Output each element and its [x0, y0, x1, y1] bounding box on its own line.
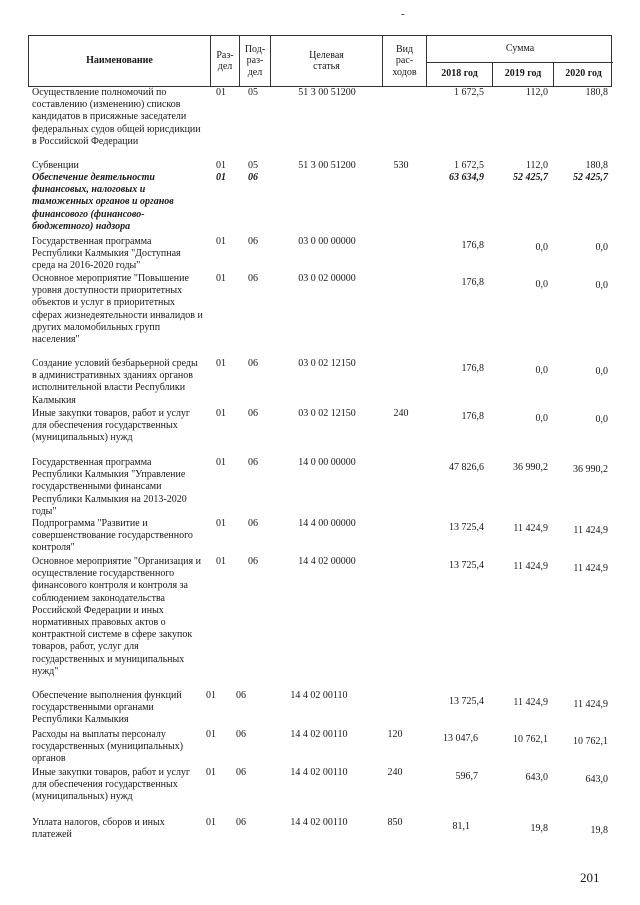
row-sum-2019: 19,8	[530, 823, 548, 834]
row-sum-2018: 13 725,4	[449, 560, 484, 571]
header-vid-rashodov: Вид рас- ходов	[383, 36, 427, 86]
row-sum-2020: 0,0	[595, 242, 608, 253]
row-podrazdel: 06	[236, 767, 246, 778]
row-celevaya: 14 4 02 00110	[290, 690, 348, 701]
row-celevaya: 51 3 00 51200	[298, 160, 356, 171]
header-podrazdel: Под- раз- дел	[240, 36, 271, 86]
row-razdel: 01	[216, 87, 226, 98]
row-razdel: 01	[216, 408, 226, 419]
row-razdel: 01	[216, 518, 226, 529]
row-razdel: 01	[206, 729, 216, 740]
row-name: Подпрограмма "Развитие и совершенствование государственного контроля"	[32, 518, 193, 554]
header-year-2018: 2018 год	[427, 62, 493, 86]
row-vid: 850	[387, 817, 403, 828]
top-mark: -	[401, 8, 405, 20]
row-celevaya: 03 0 02 12150	[298, 358, 356, 369]
row-name: Создание условий безбарьерной среды в административных зданиях органов исполнительной власти Республики Калмыкия	[32, 358, 198, 406]
row-name: Субвенции	[32, 160, 79, 171]
row-celevaya: 51 3 00 51200	[298, 87, 356, 98]
header-celevaya-statya: Целевая статья	[271, 36, 383, 86]
row-sum-2019: 0,0	[535, 413, 548, 424]
row-name: Обеспечение выполнения функций государственными органами Республики Калмыкия	[32, 690, 182, 726]
row-sum-2019: 643,0	[525, 772, 548, 783]
row-podrazdel: 06	[248, 457, 258, 468]
row-name: Обеспечение деятельности финансовых, налоговых и таможенных органов и органов финансового (финансово-бюджетного) надзора	[32, 172, 174, 232]
row-name: Иные закупки товаров, работ и услуг для обеспечения государственных (муниципальных) нужд	[32, 408, 191, 444]
header-year-2020: 2020 год	[565, 68, 602, 80]
row-name: Осуществление полномочий по составлению (изменению) списков кандидатов в присяжные заседатели федеральных судов общей юрисдикции в Российской Федерации	[32, 87, 201, 147]
row-sum-2018: 13 725,4	[449, 522, 484, 533]
row-sum-2019: 11 424,9	[513, 697, 548, 708]
row-name: Уплата налогов, сборов и иных платежей	[32, 817, 165, 841]
row-razdel: 01	[206, 767, 216, 778]
row-sum-2020: 180,8	[585, 87, 608, 98]
row-sum-2020: 52 425,7	[573, 172, 608, 183]
row-sum-2019: 36 990,2	[513, 462, 548, 473]
row-celevaya: 14 4 02 00000	[298, 556, 356, 567]
row-sum-2019: 10 762,1	[513, 734, 548, 745]
row-sum-2018: 1 672,5	[454, 160, 484, 171]
row-razdel: 01	[216, 457, 226, 468]
row-name: Иные закупки товаров, работ и услуг для обеспечения государственных (муниципальных) нужд	[32, 767, 191, 803]
row-sum-2018: 1 672,5	[454, 87, 484, 98]
row-sum-2020: 36 990,2	[573, 464, 608, 475]
row-sum-2020: 180,8	[585, 160, 608, 171]
row-vid: 530	[393, 160, 409, 171]
row-sum-2018: 176,8	[461, 411, 484, 422]
row-sum-2020: 643,0	[585, 774, 608, 785]
row-razdel: 01	[216, 273, 226, 284]
row-razdel: 01	[206, 817, 216, 828]
row-sum-2020: 10 762,1	[573, 736, 608, 747]
row-podrazdel: 06	[248, 408, 258, 419]
row-sum-2020: 11 424,9	[573, 563, 608, 574]
row-sum-2019: 112,0	[525, 87, 548, 98]
row-razdel: 01	[216, 172, 226, 183]
row-podrazdel: 05	[248, 87, 258, 98]
row-sum-2019: 0,0	[535, 279, 548, 290]
row-celevaya: 14 4 02 00110	[290, 767, 348, 778]
row-celevaya: 14 0 00 00000	[298, 457, 356, 468]
row-razdel: 01	[216, 556, 226, 567]
row-sum-2018: 596,7	[455, 771, 478, 782]
row-podrazdel: 06	[248, 358, 258, 369]
row-celevaya: 03 0 00 00000	[298, 236, 356, 247]
row-sum-2019: 52 425,7	[513, 172, 548, 183]
row-sum-2018: 63 634,9	[449, 172, 484, 183]
row-sum-2018: 176,8	[461, 363, 484, 374]
row-vid: 240	[393, 408, 409, 419]
row-podrazdel: 06	[248, 236, 258, 247]
header-name: Наименование	[29, 36, 211, 86]
row-name: Расходы на выплаты персоналу государственных (муниципальных) органов	[32, 729, 184, 765]
row-sum-2018: 47 826,6	[449, 462, 484, 473]
row-sum-2020: 11 424,9	[573, 525, 608, 536]
row-podrazdel: 06	[236, 817, 246, 828]
row-podrazdel: 06	[248, 556, 258, 567]
row-podrazdel: 06	[236, 729, 246, 740]
row-sum-2019: 0,0	[535, 242, 548, 253]
row-name: Государственная программа Республики Калмыкия "Доступная среда на 2016-2020 годы"	[32, 236, 181, 272]
row-sum-2020: 11 424,9	[573, 699, 608, 710]
page-number: 201	[580, 870, 600, 885]
row-razdel: 01	[216, 236, 226, 247]
header-summa: Сумма	[427, 36, 613, 63]
row-sum-2018: 176,8	[461, 240, 484, 251]
row-sum-2018: 176,8	[461, 277, 484, 288]
row-sum-2020: 19,8	[590, 825, 608, 836]
row-sum-2019: 112,0	[525, 160, 548, 171]
row-sum-2020: 0,0	[595, 280, 608, 291]
row-name: Государственная программа Республики Калмыкия "Управление государственными финансами Республики Калмыкия на 2013-2020 годы"	[32, 457, 187, 517]
row-vid: 120	[387, 729, 403, 740]
row-celevaya: 14 4 02 00110	[290, 817, 348, 828]
header-razdel: Раз- дел	[211, 36, 240, 86]
row-vid: 240	[387, 767, 403, 778]
row-sum-2019: 11 424,9	[513, 523, 548, 534]
row-sum-2018: 13 725,4	[449, 696, 484, 707]
row-podrazdel: 05	[248, 160, 258, 171]
row-celevaya: 03 0 02 12150	[298, 408, 356, 419]
row-name: Основное мероприятие "Повышение уровня доступности приоритетных объектов и услуг в приоритетных сферах жизнедеятельности инвалидов и других маломобильных групп населения"	[32, 273, 203, 346]
row-podrazdel: 06	[236, 690, 246, 701]
row-razdel: 01	[216, 358, 226, 369]
row-celevaya: 14 4 00 00000	[298, 518, 356, 529]
row-sum-2018: 13 047,6	[443, 733, 478, 744]
row-sum-2020: 0,0	[595, 414, 608, 425]
header-year-2019: 2019 год	[493, 62, 554, 86]
row-celevaya: 14 4 02 00110	[290, 729, 348, 740]
row-sum-2018: 81,1	[452, 821, 470, 832]
row-razdel: 01	[216, 160, 226, 171]
row-sum-2020: 0,0	[595, 366, 608, 377]
row-sum-2019: 0,0	[535, 365, 548, 376]
row-podrazdel: 06	[248, 273, 258, 284]
row-razdel: 01	[206, 690, 216, 701]
row-sum-2019: 11 424,9	[513, 561, 548, 572]
row-podrazdel: 06	[248, 518, 258, 529]
row-name: Основное мероприятие "Организация и осуществление государственного финансового контроля и контроля за соблюдением законодательства Российской Федерации и иных нормативных правовых актов о контрактной системе в сфере закупок товаров, работ, услуг для государственных и муниципальных нужд"	[32, 556, 201, 677]
row-celevaya: 03 0 02 00000	[298, 273, 356, 284]
row-podrazdel: 06	[248, 172, 258, 183]
header-summa-group	[427, 36, 613, 86]
table-header	[28, 35, 612, 87]
